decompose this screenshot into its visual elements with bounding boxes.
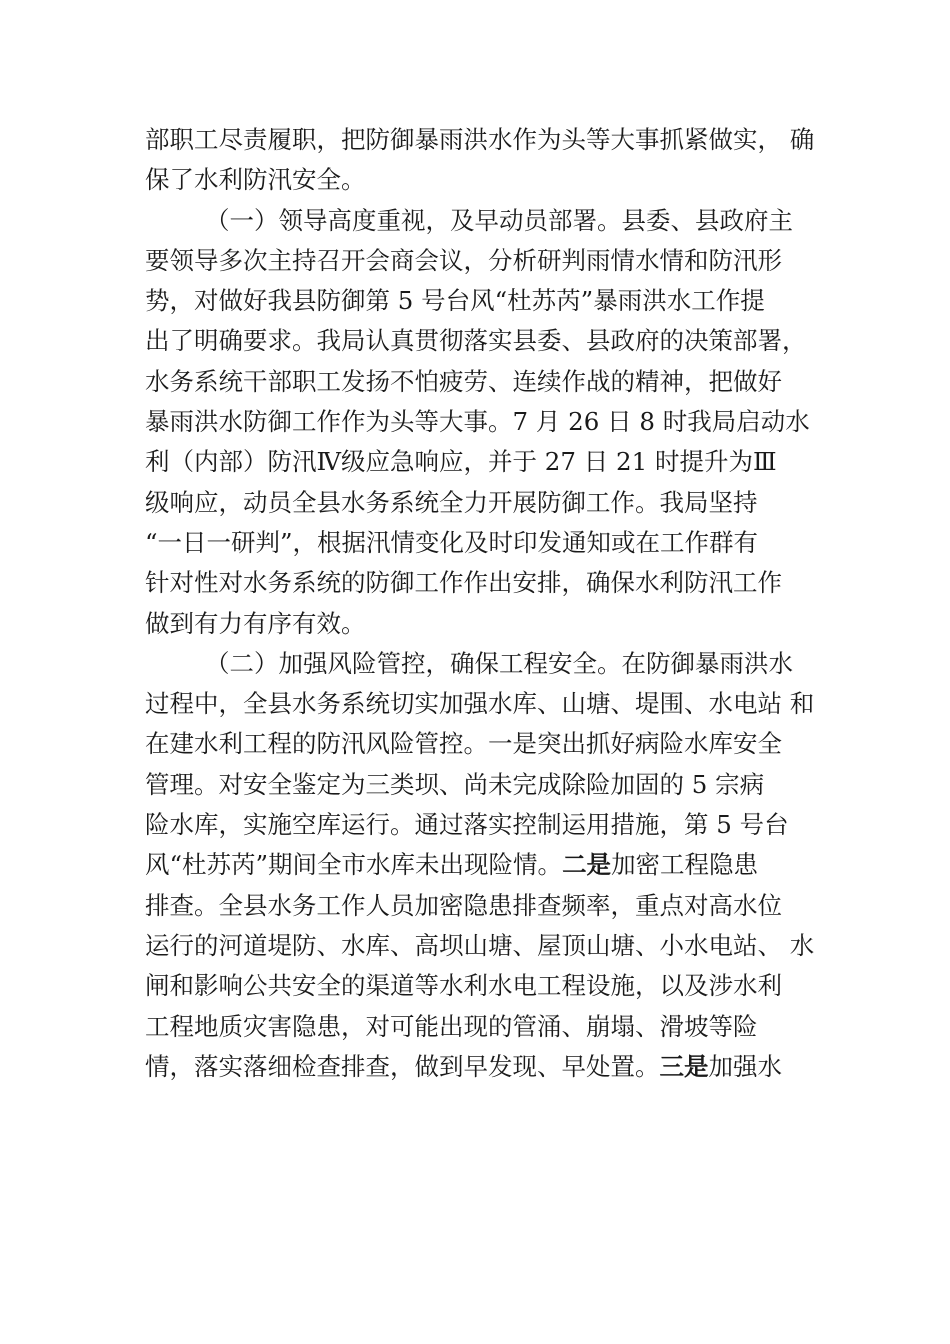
text-line: 要领导多次主持召开会商会议，分析研判雨情水情和防汛形 <box>145 245 782 275</box>
text-line: 利（内部）防汛Ⅳ级应急响应，并于 27 日 21 时提升为Ⅲ <box>145 447 777 477</box>
document-body <box>145 120 815 1087</box>
text-segment: 加强水 <box>708 1051 782 1081</box>
text-line: 针对性对水务系统的防御工作作出安排，确保水利防汛工作 <box>145 568 782 598</box>
text-line: 工程地质灾害隐患，对可能出现的管涌、崩塌、滑坡等险 <box>145 1011 758 1041</box>
paragraph-risk-control <box>145 644 815 1087</box>
text-line: 管理。对安全鉴定为三类坝、尚未完成除险加固的 5 宗病 <box>145 769 765 799</box>
text-line: 保了水利防汛安全。 <box>145 165 366 195</box>
text-line: 险水库，实施空库运行。通过落实控制运用措施，第 5 号台 <box>145 810 789 840</box>
text-line: 水务系统干部职工发扬不怕疲劳、连续作战的精神，把做好 <box>145 366 782 396</box>
text-line: （一）领导高度重视，及早动员部署。县委、县政府主 <box>205 205 793 235</box>
text-line: 势，对做好我县防御第 5 号台风“杜苏芮”暴雨洪水工作提 <box>145 286 765 316</box>
text-line: （二）加强风险管控，确保工程安全。在防御暴雨洪水 <box>205 648 793 678</box>
text-line: 排查。全县水务工作人员加密隐患排查频率，重点对高水位 <box>145 890 782 920</box>
text-line: 出了明确要求。我局认真贯彻落实县委、县政府的决策部署， <box>145 326 807 356</box>
text-segment: 情，落实落细检查排查，做到早发现、早处置。 <box>145 1051 660 1081</box>
paragraph-intro <box>145 120 815 201</box>
paragraph-leadership <box>145 201 815 644</box>
text-line: 暴雨洪水防御工作作为头等大事。7 月 26 日 8 时我局启动水 <box>145 407 810 437</box>
text-line <box>145 1047 815 1087</box>
text-line: “一日一研判”，根据汛情变化及时印发通知或在工作群有 <box>145 527 759 557</box>
text-line: 在建水利工程的防汛风险管控。一是突出抓好病险水库安全 <box>145 729 782 759</box>
bold-keyword: 三是 <box>659 1051 709 1081</box>
text-line: 过程中，全县水务系统切实加强水库、山塘、堤围、水电站 和 <box>145 689 815 719</box>
text-segment: 风“杜苏芮”期间全市水库未出现险情。 <box>145 850 563 880</box>
text-line <box>145 845 815 885</box>
text-segment: 加密工程隐患 <box>611 850 759 880</box>
text-line: 闸和影响公共安全的渠道等水利水电工程设施，以及涉水利 <box>145 971 782 1001</box>
text-line: 运行的河道堤防、水库、高坝山塘、屋顶山塘、小水电站、 水 <box>145 930 815 960</box>
text-line: 部职工尽责履职，把防御暴雨洪水作为头等大事抓紧做实， 确 <box>145 125 815 154</box>
text-line: 级响应，动员全县水务系统全力开展防御工作。我局坚持 <box>145 487 758 517</box>
text-line: 做到有力有序有效。 <box>145 608 366 638</box>
bold-keyword: 二是 <box>562 850 612 880</box>
